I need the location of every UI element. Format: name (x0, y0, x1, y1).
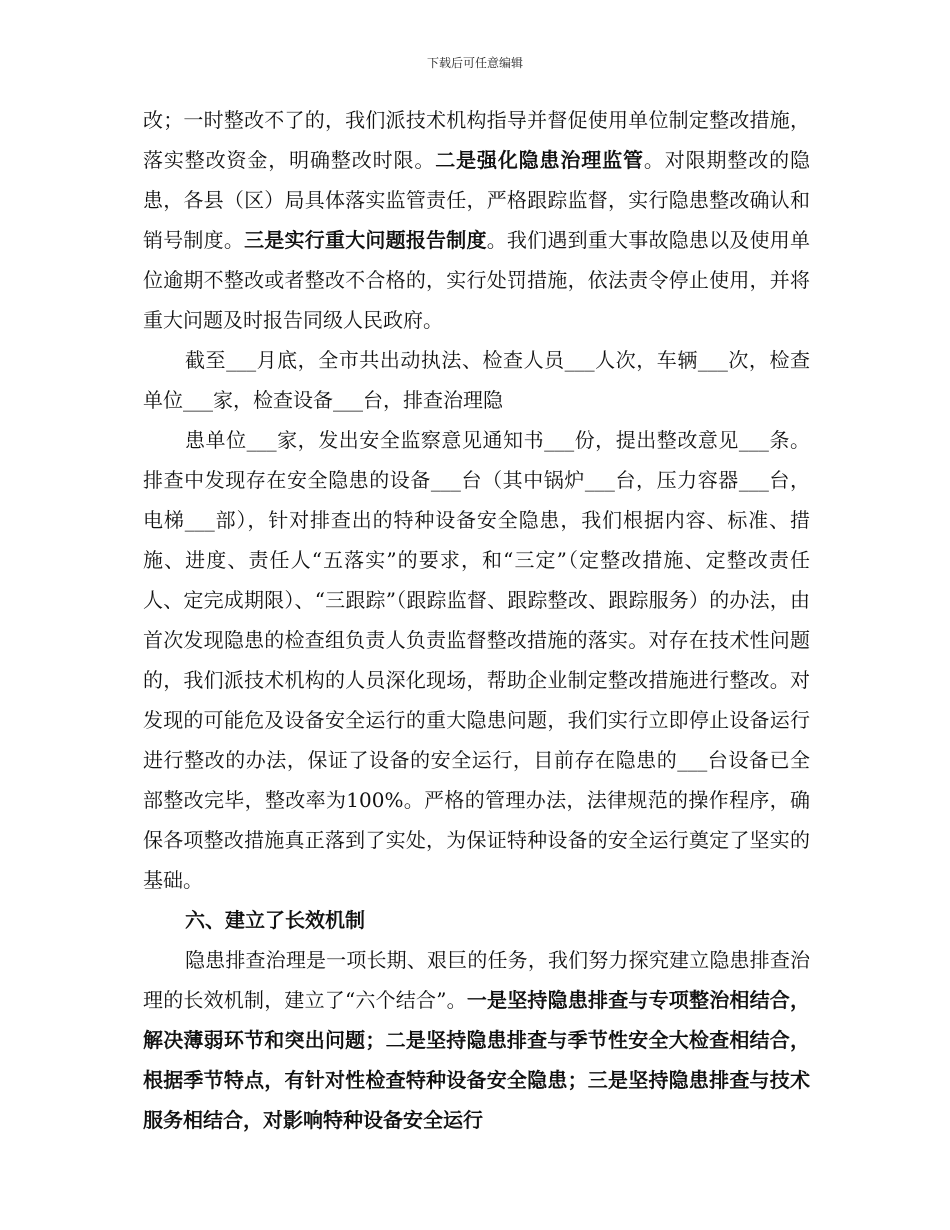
page-header: 下载后可任意编辑 (426, 56, 523, 70)
bold-point-reporting: 三是实行重大问题报告制度 (244, 228, 487, 252)
text-run: 。我们遇到重大事故隐患以及使用单位逾期不整改或者整改不合格的，实行处罚措施，依法责令停止使用，并将重大问题及时报告同级人民政府。 (143, 228, 810, 332)
paragraph-statistics-detail (143, 420, 810, 900)
paragraph-rectification-supervision (143, 100, 810, 340)
text-run: 改；一时整改不了的，我们派技术机构指导并督促使用单位制定整改措施，落实整改资金，明确整改时限。 (143, 108, 810, 172)
document-body (143, 100, 810, 1140)
text-run: 患单位___家，发出安全监察意见通知书___份，提出整改意见___条。排查中发现存在安全隐患的设备___台（其中锅炉___台，压力容器___台，电梯___部），针对排查出的特种设备安全隐患，我们根据内容、标准、措施、进度、责任人“五落实”的要求，和“三定”（定整改措施、定整改责任人、定完成期限）、“三跟踪”（跟踪监督、跟踪整改、跟踪服务）的办法，由首次发现隐患的检查组负责人负责监督整改措施的落实。对存在技术性问题的，我们派技术机构的人员深化现场，帮助企业制定整改措施进行整改。对发现的可能危及设备安全运行的重大隐患问题，我们实行立即停止设备运行进行整改的办法，保证了设备的安全运行，目前存在隐患的___台设备已全部整改完毕，整改率为100%。严格的管理办法，法律规范的操作程序，确保各项整改措施真正落到了实处，为保证特种设备的安全运行奠定了坚实的基础。 (143, 428, 810, 892)
section-heading: 六、建立了长效机制 (185, 908, 365, 932)
bold-point-supervision: 二是强化隐患治理监管 (435, 148, 644, 172)
text-run: 截至___月底，全市共出动执法、检查人员___人次，车辆___次，检查单位___家，检查设备___台，排查治理隐 (143, 348, 810, 412)
text-run: 。对限期整改的隐患，各县（区）局具体落实监管责任，严格跟踪监督，实行隐患整改确认和销号制度。 (143, 148, 811, 252)
paragraph-long-term-mechanism (143, 940, 810, 1140)
paragraph-statistics-intro (143, 340, 810, 420)
text-run: 隐患排查治理是一项长期、艰巨的任务，我们努力探究建立隐患排查治理的长效机制，建立了“六个结合”。 (143, 948, 810, 1012)
bold-six-combinations: 一是坚持隐患排查与专项整治相结合，解决薄弱环节和突出问题；二是坚持隐患排查与季节性安全大检查相结合，根据季节特点，有针对性检查特种设备安全隐患；三是坚持隐患排查与技术服务相结合，对影响特种设备安全运行 (143, 988, 811, 1132)
